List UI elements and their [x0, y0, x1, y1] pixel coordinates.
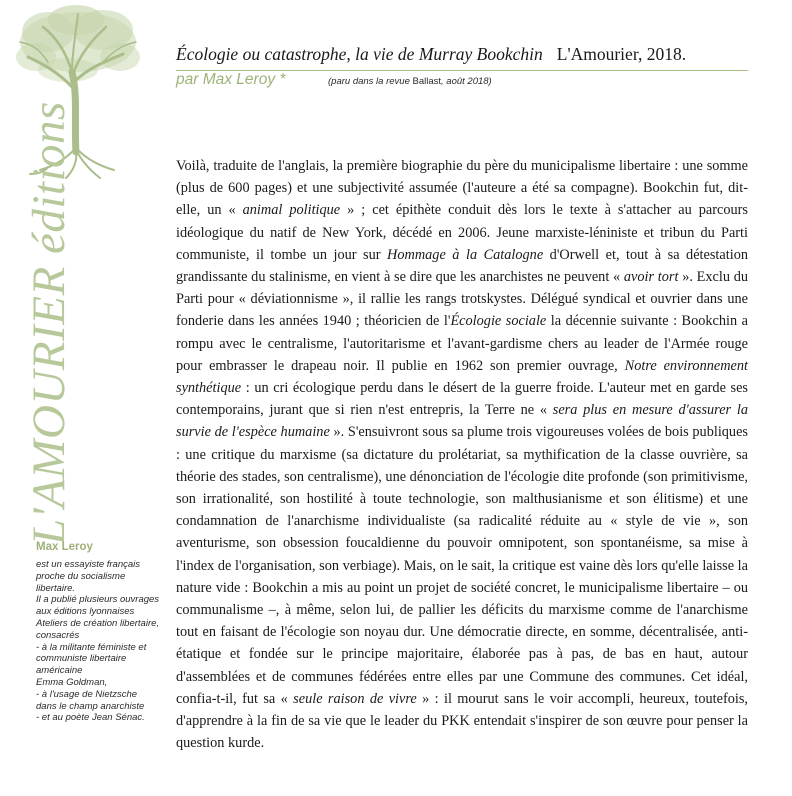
review-italic-segment: Notre environnement synthétique: [176, 357, 749, 397]
review-text-segment: » ; cet épithète conduit dès lors le texte à s'attacher au parcours idéologique du natif de New York, décédé en 2006. Jeune marxiste-léniniste et tribun du Parti communiste, il tombe un jour sur: [176, 202, 748, 263]
author-bio-line: - à l'usage de Nietzsche dans le champ anarchiste: [36, 688, 145, 712]
publisher-year: L'Amourier, 2018.: [556, 44, 687, 64]
book-title: [176, 44, 686, 65]
source-note-suffix: , août 2018): [441, 76, 492, 87]
review-paragraph: [176, 155, 748, 754]
review-text-segment: » : il mourut sans le voir accompli, heureux, toutefois, d'apprendre à la fin de sa vie que le leader du PKK entendait s'inspirer de son œuvre pour penser la question kurde.: [176, 690, 748, 752]
brand-wordmark: L'AMOURIER éditions: [23, 101, 75, 545]
byline: par Max Leroy *: [176, 71, 286, 88]
author-bio-line: est un essayiste français proche du socialisme libertaire.: [36, 559, 141, 594]
review-italic-segment: avoir tort: [623, 269, 679, 286]
source-note-review: Ballast: [412, 76, 442, 87]
source-note: [328, 76, 492, 87]
author-name: Max Leroy: [36, 541, 93, 553]
review-italic-segment: Écologie sociale: [450, 313, 547, 330]
source-note-prefix: (paru dans la revue: [328, 76, 413, 87]
author-bio-line: - et au poète Jean Sénac.: [36, 712, 145, 724]
review-body: [176, 155, 748, 754]
author-bio-line: Emma Goldman,: [36, 676, 108, 688]
review-text-segment: d'Orwell et, tout à sa détestation grandissante du stalinisme, en vient à se dire que les anarchistes ne peuvent «: [176, 246, 748, 286]
author-bio: [36, 559, 160, 724]
author-bio-line: - à la militante féministe et communiste libertaire américaine: [36, 641, 147, 677]
review-italic-segment: Hommage à la Catalogne: [387, 246, 544, 263]
review-text-segment: ». S'ensuivront sous sa plume trois vigoureuses volées de bois publiques : une critique du marxisme (sa dictature du prolétariat, sa mythification de la classe ouvrière, sa théorie des stades, son centralisme), une dénonciation de l'écologie dite profonde (son primitivisme, son irrationalité, son hostilité à toute technologie, son malthusianisme et son élitisme) et une condamnation de l'anarchisme individualiste (sa radicalité réduite au « style de vie », son aventurisme, son obsession foucaldienne du pouvoir omnipotent, son spontanéisme, sa mise à l'index de l'organisation, son verbiage). Mais, on le sait, la critique est vaine dès lors qu'elle laisse la nature vide : Bookchin a mis au point un projet de société concret, le municipalisme libertaire – ou communalisme –, à même, selon lui, de pallier les déficits du marxisme comme de l'anarchisme tout en faisant de l'écologie son noyau dur. Une démocratie directe, en somme, décentralisée, anti-étatique et fondée sur le principe majoritaire, élaborée pas à pas, de bas en haut, autour d'assemblées et de communes fédérées entre elles par une Commune des communes. Cet idéal, confia-t-il, fut sa «: [176, 424, 748, 707]
author-bio-line: Il a publié plusieurs ouvrages aux éditions lyonnaises Ateliers de création libertaire, consacrés: [36, 594, 160, 641]
review-italic-segment: animal politique: [242, 202, 341, 219]
review-italic-segment: sera plus en mesure d'assurer la survie de l'espèce humaine: [176, 402, 748, 441]
review-text-segment: : un cri écologique perdu dans le désert de la guerre froide. L'auteur met en garde ses contemporains, jurant que si rien n'est entrepris, la Terre ne «: [176, 380, 748, 419]
review-text-segment: la décennie suivante : Bookchin a rompu avec le centralisme, l'autoritarisme et l'avant-gardisme chers au leader de l'Armée rouge pour embrasser le drapeau noir. Il publie en 1962 son premier ouvrage,: [176, 313, 749, 374]
review-italic-segment: seule raison de vivre: [293, 690, 417, 707]
review-text-segment: Voilà, traduite de l'anglais, la première biographie du père du municipalisme libertaire : une somme (plus de 600 pages) et une subjectivité assumée (l'auteure a été sa compagne). Bookchin fut, dit-elle, un «: [176, 158, 748, 219]
review-text-segment: ». Exclu du Parti pour « déviationnisme », il rallie les rangs trotskystes. Délégué syndical et ouvrier dans une fonderie dans les années 1940 ; théoricien de l': [176, 269, 748, 330]
book-title-text: Écologie ou catastrophe, la vie de Murray Bookchin: [176, 44, 543, 64]
